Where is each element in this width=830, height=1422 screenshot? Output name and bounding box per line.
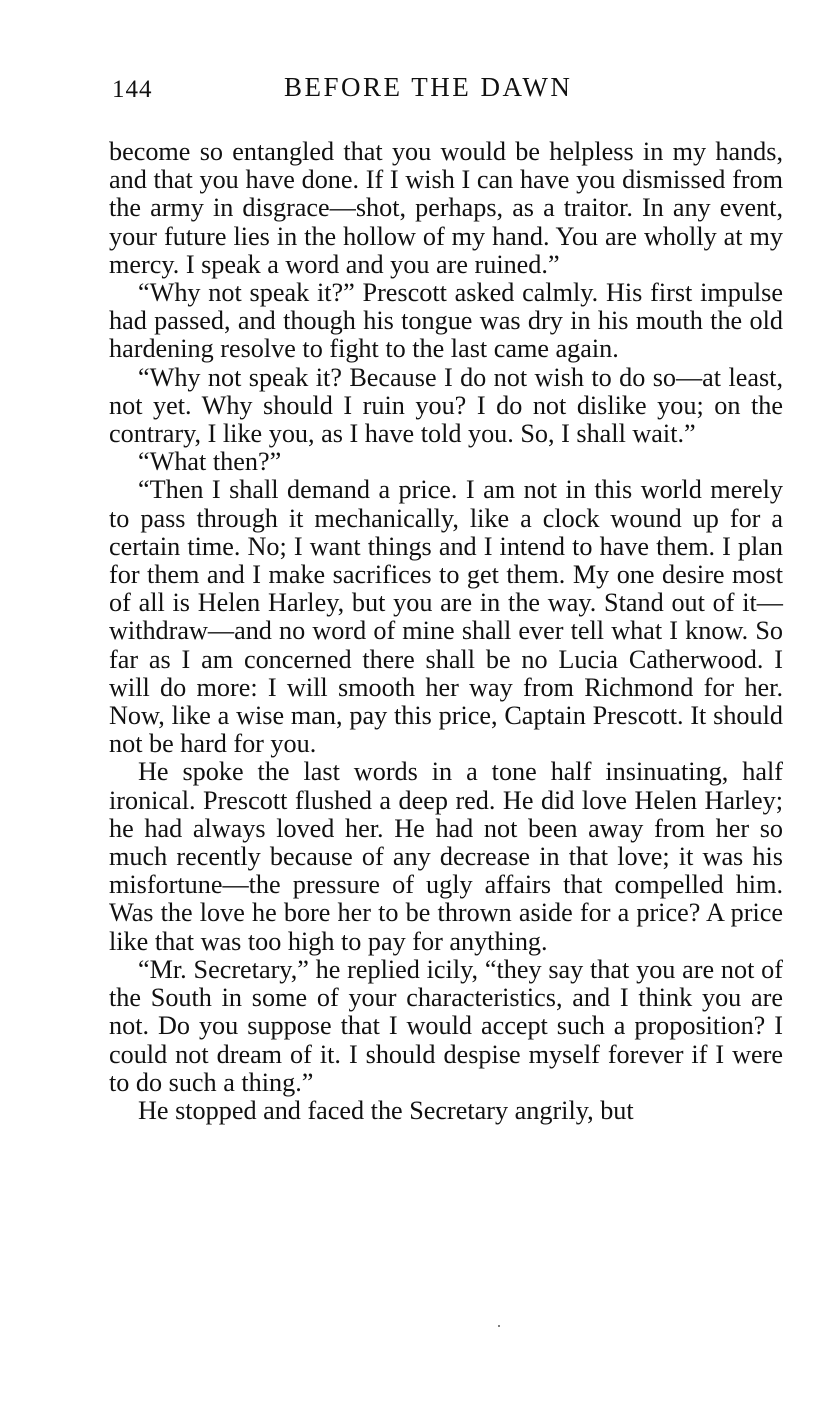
print-speck: [498, 1325, 500, 1327]
body-text: [109, 138, 783, 1125]
paragraph-8: He stopped and faced the Secretary angrily, but: [138, 1095, 634, 1125]
paragraph-6: He spoke the last words in a tone half insinuating, half ironical. Prescott flushed a deep red. He did love Helen Harley; he had always loved her. He had not been away from her so much recently because of any decrease in that love; it was his misfortune—the pressure of ugly affairs that compelled him. Was the love he bore her to be thrown aside for a price? A price like that was too high to pay for anything.: [109, 757, 783, 956]
running-head: [110, 72, 783, 106]
paragraph-4: “What then?”: [138, 447, 282, 477]
paragraph-7: “Mr. Secretary,” he replied icily, “they say that you are not of the South in some of your characteristics, and I think you are not. Do you suppose that I would accept such a proposition? I could not dream of it. I should despise myself forever if I were to do such a thing.”: [109, 954, 783, 1097]
book-title: BEFORE THE DAWN: [284, 72, 573, 102]
paragraph-3: “Why not speak it? Because I do not wish to do so—at least, not yet. Why should I ruin you? I do not dislike you; on the contrary, I like you, as I have told you. So, I shall wait.”: [109, 362, 783, 449]
paragraph-1: become so entangled that you would be helpless in my hands, and that you have done. If I wish I can have you dismissed from the army in disgrace—shot, perhaps, as a traitor. In any event, your future lies in the hollow of my hand. You are wholly at my mercy. I speak a word and you are ruined.”: [109, 137, 783, 279]
page-number: 144: [112, 76, 153, 103]
paragraph-2: “Why not speak it?” Prescott asked calmly. His first impulse had passed, and though his tongue was dry in his mouth the old hardening resolve to fight to the last came again.: [109, 278, 783, 364]
paragraph-5: “Then I shall demand a price. I am not in this world merely to pass through it mechanically, like a clock wound up for a certain time. No; I want things and I intend to have them. I plan for them and I make sacrifices to get them. My one desire most of all is Helen Harley, but you are in the way. Stand out of it—withdraw—and no word of mine shall ever tell what I know. So far as I am concerned there shall be no Lucia Catherwood. I will do more: I will smooth her way from Richmond for her. Now, like a wise man, pay this price, Captain Prescott. It should not be hard for you.: [109, 475, 783, 759]
